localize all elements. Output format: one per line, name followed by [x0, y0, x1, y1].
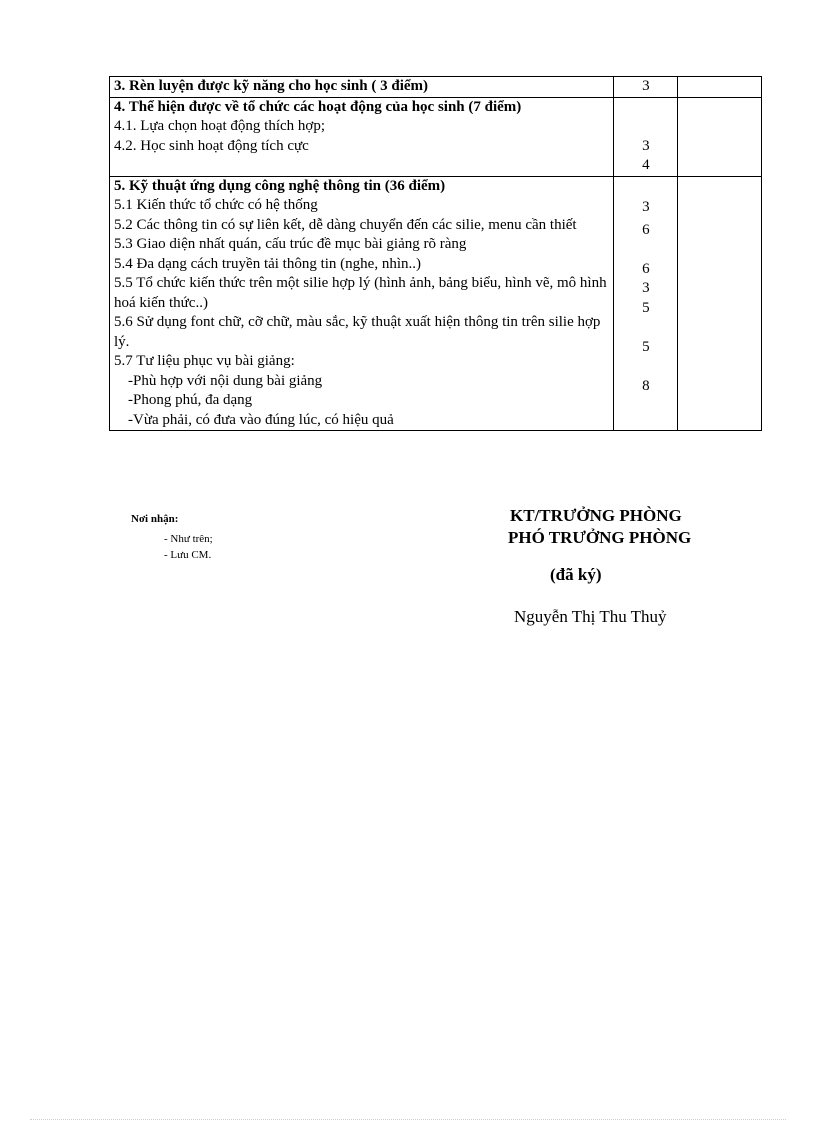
- section3-score-cell: [614, 77, 678, 98]
- section4-score: 4: [642, 157, 650, 173]
- table-row-section3: [110, 77, 762, 98]
- section5-score: 6: [642, 221, 650, 238]
- signature-position: KT/TRƯỞNG PHÒNG: [510, 506, 682, 525]
- section5-score: 6: [642, 260, 650, 277]
- section3-cell: [110, 77, 614, 98]
- signer-name: Nguyễn Thị Thu Thuỷ: [514, 607, 667, 626]
- section4-item: 4.2. Học sinh hoạt động tích cực: [114, 137, 309, 154]
- blank-line: [618, 177, 673, 197]
- blank-line: [618, 240, 673, 260]
- section5-score: 8: [642, 377, 650, 394]
- section5-subitem: -Vừa phải, có đưa vào đúng lúc, có hiệu quả: [128, 411, 394, 428]
- section4-blank-cell: [678, 97, 762, 176]
- table-row-section5: [110, 176, 762, 431]
- section5-score: 3: [642, 280, 650, 296]
- recipients-block: [131, 511, 213, 563]
- blank-line: [618, 98, 673, 118]
- section5-cell: [110, 176, 614, 431]
- section4-item: 4.1. Lựa chọn hoạt động thích hợp;: [114, 118, 326, 134]
- section5-item: 5.5 Tổ chức kiến thức trên một silie hợp lý (hình ảnh, bảng biểu, hình vẽ, mô hình hoá kiến thức..): [114, 275, 607, 311]
- section4-score-cell: [614, 97, 678, 176]
- section5-title: 5. Kỹ thuật ứng dụng công nghệ thông tin (36 điểm): [114, 177, 446, 194]
- section5-score: 3: [642, 199, 650, 215]
- section5-item: 5.4 Đa dạng cách truyền tải thông tin (nghe, nhìn..): [114, 255, 422, 272]
- recipients-title: Nơi nhận:: [131, 513, 179, 525]
- section5-subitem: -Phong phú, đa dạng: [128, 392, 253, 408]
- recipient-item: - Như trên;: [164, 533, 213, 545]
- section5-item: 5.1 Kiến thức tổ chức có hệ thống: [114, 197, 318, 213]
- signature-deputy-title: PHÓ TRƯỞNG PHÒNG: [508, 528, 692, 547]
- blank-line: [618, 357, 673, 377]
- section3-title: 3. Rèn luyện được kỹ năng cho học sinh ( 3 điểm): [114, 78, 429, 94]
- table-row-section4: [110, 97, 762, 176]
- section5-score-cell: [614, 176, 678, 431]
- section5-item: 5.7 Tư liệu phục vụ bài giảng:: [114, 353, 295, 369]
- page-bottom-rule: [30, 1119, 786, 1120]
- section5-item: 5.3 Giao diện nhất quán, cấu trúc đề mục bài giảng rõ ràng: [114, 236, 467, 252]
- criteria-table: [109, 76, 762, 431]
- blank-line: [618, 318, 673, 338]
- section3-blank-cell: [678, 77, 762, 98]
- signed-note: (đã ký): [550, 565, 602, 584]
- section5-subitem: -Phù hợp với nội dung bài giảng: [128, 372, 323, 389]
- blank-line: [618, 117, 673, 137]
- section5-item: 5.2 Các thông tin có sự liên kết, dễ dàng chuyển đến các silie, menu cần thiết: [114, 216, 577, 233]
- recipient-item: - Lưu CM.: [164, 549, 212, 561]
- section4-cell: [110, 97, 614, 176]
- section4-title: 4. Thể hiện được về tổ chức các hoạt động của học sinh (7 điểm): [114, 98, 522, 115]
- section5-score: 5: [642, 338, 650, 355]
- section4-score: 3: [642, 137, 650, 154]
- section5-blank-cell: [678, 176, 762, 431]
- section3-score: 3: [642, 78, 650, 94]
- section5-item: 5.6 Sử dụng font chữ, cỡ chữ, màu sắc, kỹ thuật xuất hiện thông tin trên silie hợp lý.: [114, 314, 601, 350]
- section5-score: 5: [642, 299, 650, 316]
